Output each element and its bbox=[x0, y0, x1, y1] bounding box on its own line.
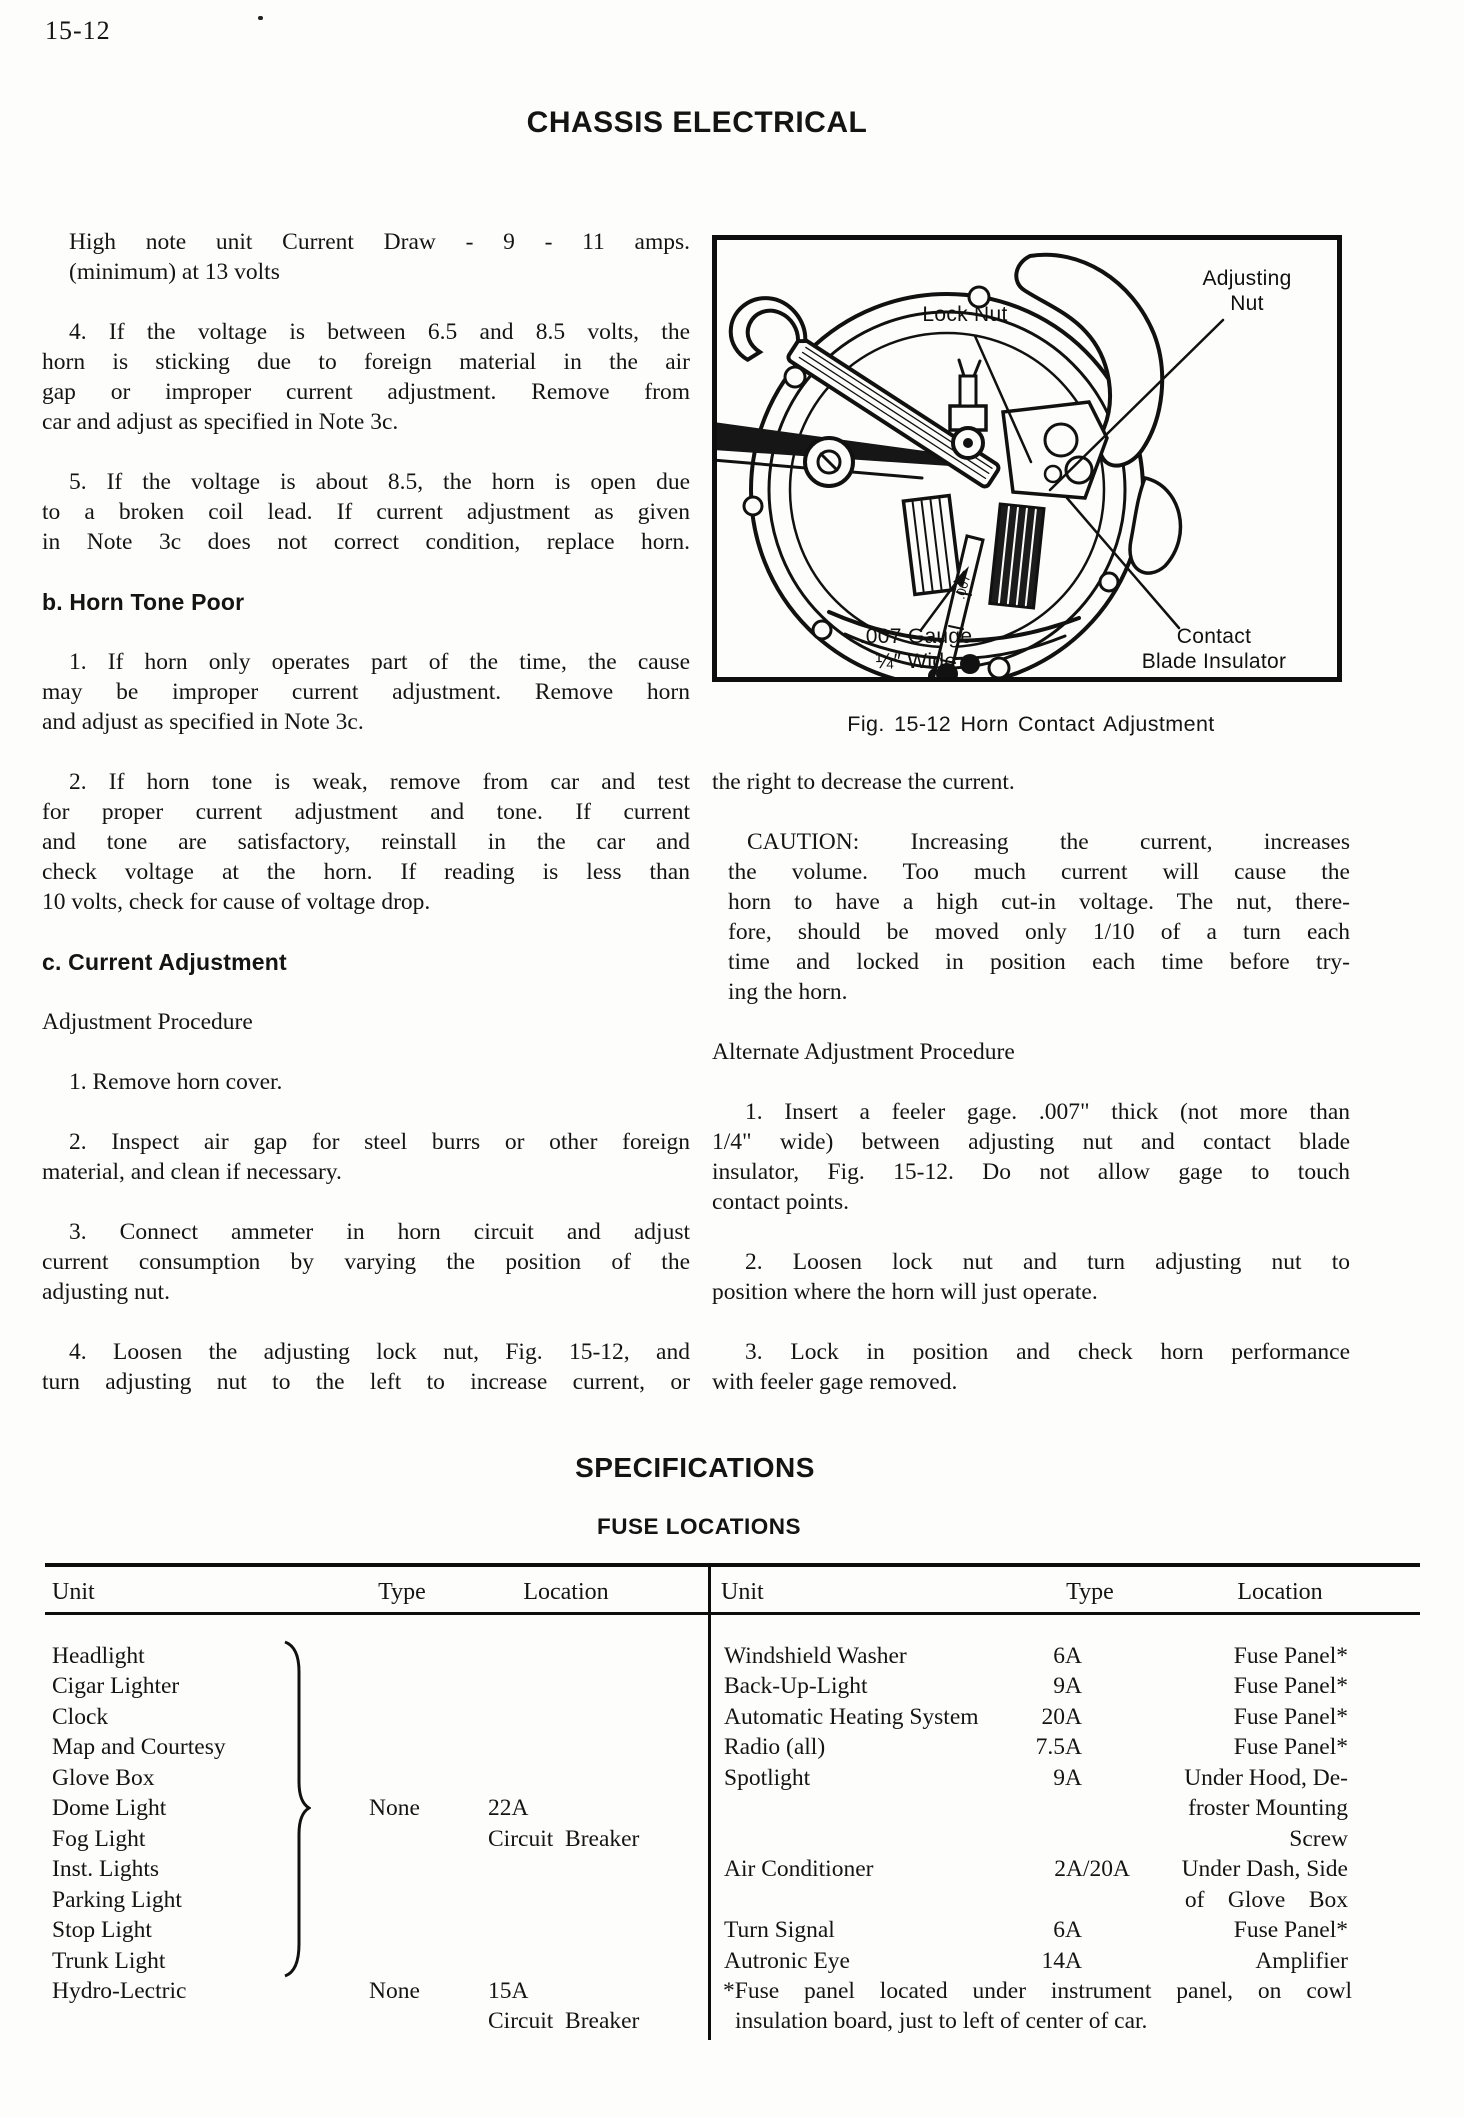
fuse-unit-right: Back-Up-Light bbox=[724, 1673, 868, 1699]
right-block-para bbox=[712, 1247, 1350, 1307]
text-line: Alternate Adjustment Procedure bbox=[712, 1039, 1015, 1065]
fuse-type: 14A bbox=[1041, 1948, 1082, 1974]
text-line: 4. Loosen the adjusting lock nut, Fig. 15-12, and bbox=[69, 1339, 690, 1365]
text-line: turn adjusting nut to the left to increase current, or bbox=[42, 1369, 690, 1395]
text-line: current consumption by varying the position of the bbox=[42, 1249, 690, 1275]
fuse-location: Fuse Panel* bbox=[1233, 1704, 1348, 1730]
page-title: CHASSIS ELECTRICAL bbox=[526, 106, 868, 139]
text-line: b. Horn Tone Poor bbox=[42, 589, 245, 615]
text-line: 5. If the voltage is about 8.5, the horn is open due bbox=[69, 469, 690, 495]
scan-speck bbox=[258, 16, 263, 20]
left-block-para bbox=[42, 647, 690, 737]
table-top-rule bbox=[45, 1563, 1420, 1567]
fuse-unit-left: Clock bbox=[52, 1704, 109, 1730]
text-line: the volume. Too much current will cause the bbox=[728, 859, 1350, 885]
fuse-unit-right: Autronic Eye bbox=[724, 1948, 850, 1974]
right-block-plain bbox=[712, 1037, 1350, 1067]
text-line: Adjustment Procedure bbox=[42, 1009, 253, 1035]
fuse-footnote-line: insulation board, just to left of center of car. bbox=[735, 2008, 1148, 2034]
fuse-unit-left: Fog Light bbox=[52, 1826, 146, 1852]
fuse-unit-left: Inst. Lights bbox=[52, 1856, 160, 1882]
left-block-heading bbox=[42, 947, 690, 977]
text-line: 4. If the voltage is between 6.5 and 8.5 volts, the bbox=[69, 319, 690, 345]
text-line: position where the horn will just operate. bbox=[712, 1279, 1098, 1305]
fuse-unit-left: Dome Light bbox=[52, 1795, 167, 1821]
fuse-type: 20A bbox=[1041, 1704, 1082, 1730]
right-header-location: Location bbox=[1237, 1579, 1323, 1605]
figure-caption: Fig. 15-12 Horn Contact Adjustment bbox=[847, 712, 1215, 736]
text-line: for proper current adjustment and tone. If current bbox=[42, 799, 690, 825]
left-header-type: Type bbox=[378, 1579, 426, 1605]
fuse-breaker: Circuit Breaker bbox=[488, 1826, 640, 1852]
left-block-para bbox=[42, 1067, 690, 1097]
fuse-unit-right: Radio (all) bbox=[724, 1734, 826, 1760]
left-block-para bbox=[42, 467, 690, 557]
fuse-breaker: Circuit Breaker bbox=[488, 2008, 640, 2034]
fuse-location: Amplifier bbox=[1255, 1948, 1348, 1974]
text-line: insulator, Fig. 15-12. Do not allow gage to touch bbox=[712, 1159, 1350, 1185]
fuse-footnote-line: *Fuse panel located under instrument panel, on cowl bbox=[723, 1978, 1352, 2004]
text-line: contact points. bbox=[712, 1189, 850, 1215]
figure-label-contact-line1: Contact bbox=[1176, 625, 1252, 648]
right-block-para bbox=[712, 1337, 1350, 1397]
right-block-para bbox=[712, 1097, 1350, 1217]
fuse-amp: 22A bbox=[488, 1795, 529, 1821]
left-text-column bbox=[42, 227, 690, 1427]
fuse-unit-left: Parking Light bbox=[52, 1887, 182, 1913]
left-block-para bbox=[42, 1127, 690, 1187]
text-line: 1. Insert a feeler gage. .007" thick (not more than bbox=[745, 1099, 1350, 1125]
fuse-location: Fuse Panel* bbox=[1233, 1734, 1348, 1760]
fuse-location: of Glove Box bbox=[1184, 1887, 1348, 1913]
text-line: and adjust as specified in Note 3c. bbox=[42, 709, 364, 735]
left-header-unit: Unit bbox=[52, 1579, 95, 1605]
text-line: 3. Connect ammeter in horn circuit and adjust bbox=[69, 1219, 690, 1245]
fuse-unit-left: Headlight bbox=[52, 1643, 145, 1669]
text-line: with feeler gage removed. bbox=[712, 1369, 958, 1395]
right-header-type: Type bbox=[1066, 1579, 1114, 1605]
fuse-type: 6A bbox=[1053, 1917, 1082, 1943]
text-line: fore, should be moved only 1/10 of a turn each bbox=[728, 919, 1350, 945]
figure-label-gauge bbox=[842, 624, 990, 674]
fuse-unit-left: Map and Courtesy bbox=[52, 1734, 226, 1760]
fuse-amp: 15A bbox=[488, 1978, 529, 2004]
text-line: 3. Lock in position and check horn performance bbox=[745, 1339, 1350, 1365]
figure-label-contact bbox=[1125, 624, 1303, 674]
fuse-type: 6A bbox=[1053, 1643, 1082, 1669]
left-header-location: Location bbox=[523, 1579, 609, 1605]
fuse-unit-right: Turn Signal bbox=[724, 1917, 835, 1943]
text-line: material, and clean if necessary. bbox=[42, 1159, 342, 1185]
text-line: 1. Remove horn cover. bbox=[69, 1069, 283, 1095]
fuse-location: Fuse Panel* bbox=[1233, 1917, 1348, 1943]
text-line: 1/4" wide) between adjusting nut and contact blade bbox=[712, 1129, 1350, 1155]
right-block-para bbox=[712, 827, 1350, 1007]
fuse-location: Under Dash, Side bbox=[1181, 1856, 1348, 1882]
text-line: car and adjust as specified in Note 3c. bbox=[42, 409, 399, 435]
text-line: may be improper current adjustment. Remove horn bbox=[42, 679, 690, 705]
table-group-brace bbox=[283, 1640, 311, 1978]
fuse-type: None bbox=[369, 1795, 420, 1821]
fuse-location: Screw bbox=[1289, 1826, 1348, 1852]
fuse-location: Under Hood, De- bbox=[1184, 1765, 1348, 1791]
text-line: (minimum) at 13 volts bbox=[69, 259, 280, 285]
fuse-type: 9A bbox=[1053, 1673, 1082, 1699]
left-block-plain bbox=[42, 1007, 690, 1037]
fuse-unit-left: Trunk Light bbox=[52, 1948, 166, 1974]
fuse-type: 7.5A bbox=[1035, 1734, 1082, 1760]
text-line: CAUTION: Increasing the current, increases bbox=[747, 829, 1350, 855]
fuse-location: Fuse Panel* bbox=[1233, 1673, 1348, 1699]
text-line: 2. Inspect air gap for steel burrs or other foreign bbox=[69, 1129, 690, 1155]
fuse-location: Fuse Panel* bbox=[1233, 1643, 1348, 1669]
right-header-unit: Unit bbox=[721, 1579, 764, 1605]
text-line: time and locked in position each time before try- bbox=[728, 949, 1350, 975]
fuse-unit-right: Air Conditioner bbox=[724, 1856, 874, 1882]
figure-label-adjusting-line1: Adjusting bbox=[1202, 267, 1292, 290]
figure-label-adjusting-nut bbox=[1187, 266, 1307, 316]
fuse-unit-left: Stop Light bbox=[52, 1917, 152, 1943]
fuse-type: None bbox=[369, 1978, 420, 2004]
text-line: horn to have a high cut-in voltage. The nut, there- bbox=[728, 889, 1350, 915]
horn-contact-adjustment-figure bbox=[712, 235, 1342, 682]
fuse-unit-right: Automatic Heating System bbox=[724, 1704, 979, 1730]
fuse-unit-left: Cigar Lighter bbox=[52, 1673, 180, 1699]
fuse-unit-left: Hydro-Lectric bbox=[52, 1978, 187, 2004]
text-line: c. Current Adjustment bbox=[42, 949, 287, 975]
text-line: 2. Loosen lock nut and turn adjusting nut to bbox=[745, 1249, 1350, 1275]
fuse-unit-right: Windshield Washer bbox=[724, 1643, 907, 1669]
fuse-type: 2A/20A bbox=[1054, 1856, 1130, 1882]
figure-label-gauge-line2: ¼″ Wide bbox=[875, 650, 957, 673]
fuse-unit-left: Glove Box bbox=[52, 1765, 155, 1791]
text-line: to a broken coil lead. If current adjustment as given bbox=[42, 499, 690, 525]
text-line: and tone are satisfactory, reinstall in the car and bbox=[42, 829, 690, 855]
text-line: in Note 3c does not correct condition, replace horn. bbox=[42, 529, 690, 555]
table-divider-rule bbox=[708, 1563, 711, 2040]
right-text-column bbox=[712, 767, 1350, 1427]
text-line: ing the horn. bbox=[728, 979, 848, 1005]
figure-label-adjusting-line2: Nut bbox=[1230, 292, 1264, 315]
text-line: check voltage at the horn. If reading is less than bbox=[42, 859, 690, 885]
text-line: 1. If horn only operates part of the time, the cause bbox=[69, 649, 690, 675]
left-block-para bbox=[42, 227, 690, 287]
right-block-plain bbox=[712, 767, 1350, 797]
text-line: gap or improper current adjustment. Remove from bbox=[42, 379, 690, 405]
text-line: adjusting nut. bbox=[42, 1279, 170, 1305]
figure-label-lock-nut: Lock Nut bbox=[922, 303, 1008, 326]
figure-label-gauge-line1: .007 Gauge bbox=[859, 625, 973, 648]
inline-gauge-text: .007 bbox=[952, 572, 974, 601]
text-line: High note unit Current Draw - 9 - 11 amps. bbox=[69, 229, 690, 255]
text-line: 10 volts, check for cause of voltage drop. bbox=[42, 889, 431, 915]
fuse-location: froster Mounting bbox=[1188, 1795, 1348, 1821]
text-line: the right to decrease the current. bbox=[712, 769, 1015, 795]
left-block-para bbox=[42, 317, 690, 437]
left-block-para bbox=[42, 1217, 690, 1307]
left-block-para bbox=[42, 1337, 690, 1397]
left-block-para bbox=[42, 767, 690, 917]
text-line: horn is sticking due to foreign material in the air bbox=[42, 349, 690, 375]
fuse-locations-title: FUSE LOCATIONS bbox=[596, 1514, 802, 1539]
fuse-type: 9A bbox=[1053, 1765, 1082, 1791]
specifications-title: SPECIFICATIONS bbox=[575, 1452, 815, 1483]
figure-label-contact-line2: Blade Insulator bbox=[1141, 650, 1287, 673]
table-header-rule bbox=[45, 1612, 1420, 1615]
text-line: 2. If horn tone is weak, remove from car and test bbox=[69, 769, 690, 795]
left-block-heading bbox=[42, 587, 690, 617]
page-number: 15-12 bbox=[45, 16, 111, 45]
fuse-unit-right: Spotlight bbox=[724, 1765, 811, 1791]
